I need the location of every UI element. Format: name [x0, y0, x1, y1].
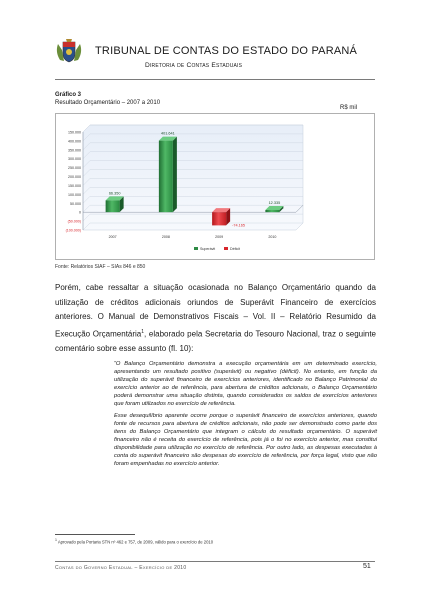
body-paragraph [55, 281, 376, 356]
figure-unit: R$ mil [340, 105, 358, 111]
figure-title: Resultado Orçamentário – 2007 a 2010 [55, 100, 161, 106]
directorate-subtitle: Diretoria de Contas Estaduais [145, 62, 243, 69]
y-tick-label: 150.000 [68, 183, 81, 188]
y-tick-label: 0 [79, 210, 81, 215]
bar-2009 [212, 212, 226, 225]
legend-swatch [224, 247, 228, 250]
institution-title: TRIBUNAL DE CONTAS DO ESTADO DO PARANÁ [95, 45, 358, 57]
page-number: 51 [363, 563, 371, 570]
x-tick-label: 2009 [215, 235, 224, 239]
legend-label: Superávit [200, 247, 216, 251]
x-tick-label: 2007 [108, 235, 117, 239]
chart-frame [55, 113, 375, 260]
footnote-text: Aprovado pela Portaria STN nº 462 e 757, de 2009, válido para o exercício de 2010 [57, 539, 214, 545]
block-quote [114, 361, 377, 474]
y-tick-label: (50.000) [67, 219, 81, 224]
x-tick-label: 2010 [268, 235, 277, 239]
coat-of-arms-icon [54, 38, 84, 64]
y-tick-label: 350.000 [68, 148, 81, 153]
data-label: -74.165 [232, 223, 246, 228]
y-tick-label: 100.000 [68, 192, 81, 197]
bar-2008 [159, 141, 173, 213]
y-tick-label: 300.000 [68, 157, 81, 162]
quote-paragraph-1: “O Balanço Orçamentário demonstra a execução orçamentária em um determinado exercício, apresentando um resultado positivo (superávit) ou negativo (déficit). No entanto, em função da utilização do superávit financeiro de exercícios anteriores, identificado no Balanço Patrimonial do exercício anterior ao de referência, para abertura de créditos adicionais, o Balanço Orçamentário poderá demonstrar uma situação distinta, quando considerados os saldos de exercícios anteriores que foram utilizados no exercício de referência. [114, 361, 377, 407]
y-tick-label: 150.000 [68, 130, 81, 135]
footer-report-title: Contas do Governo Estadual – Exercício de 2010 [55, 565, 187, 571]
quote-paragraph-2: Esse desequilíbrio aparente ocorre porque o superávit financeiro de exercícios anteriores, quando fonte de recursos para abertura de créditos adicionais, não pode ser demonstrado como parte dos itens do Balanço Orçamentário que integram o cálculo do resultado orçamentário. O superávit financeiro não é receita do exercício de referência, pois já o foi no exercício anterior, mas constitui disponibilidade para utilização no exercício de referência. Por outro lado, as despesas executadas à conta do superávit financeiro são despesas do exercício de referência, por força legal, visto que não foram empenhadas no exercício anterior. [114, 413, 377, 467]
bar-2010 [265, 210, 279, 212]
y-tick-label: 50.000 [70, 201, 81, 206]
y-tick-label: (100.000) [65, 228, 81, 233]
footnote [55, 538, 213, 544]
legend-label: Déficit [230, 247, 240, 251]
figure-label: Gráfico 3 [55, 92, 82, 98]
data-label: 66.350 [108, 191, 121, 196]
bar-2007 [106, 200, 120, 212]
y-tick-label: 250.000 [68, 166, 81, 171]
footnote-number: 1 [55, 538, 57, 542]
body-text-1: Porém, cabe ressaltar a situação ocasionada no Balanço Orçamentário quando da utilização de créditos adicionais oriundos de Superávit Financeiro de exercícios anteriores. O Manual de Demonstrativos Fiscais – Vol. II – Relatório Resumido da Execução Orçamentária [55, 283, 376, 339]
x-tick-label: 2008 [161, 235, 170, 239]
footnote-divider [55, 534, 135, 535]
data-label: 12.335 [268, 200, 281, 205]
footnote-reference[interactable]: 1 [141, 328, 145, 335]
body-text-2: , elaborado pela Secretaria do Tesouro Nacional, traz o seguinte comentário sobre esse assunto (fl. 10): [55, 329, 376, 353]
legend-swatch [194, 247, 198, 250]
footer-divider [55, 561, 375, 562]
budget-result-chart [56, 114, 374, 259]
y-tick-label: 200.000 [68, 175, 81, 180]
data-label: 401.641 [161, 131, 175, 136]
header-divider [55, 79, 375, 80]
figure-source: Fonte: Relatórios SIAF – SIAs 846 e 850 [55, 264, 146, 270]
bar-side [173, 137, 177, 213]
y-tick-label: 400.000 [68, 139, 81, 144]
